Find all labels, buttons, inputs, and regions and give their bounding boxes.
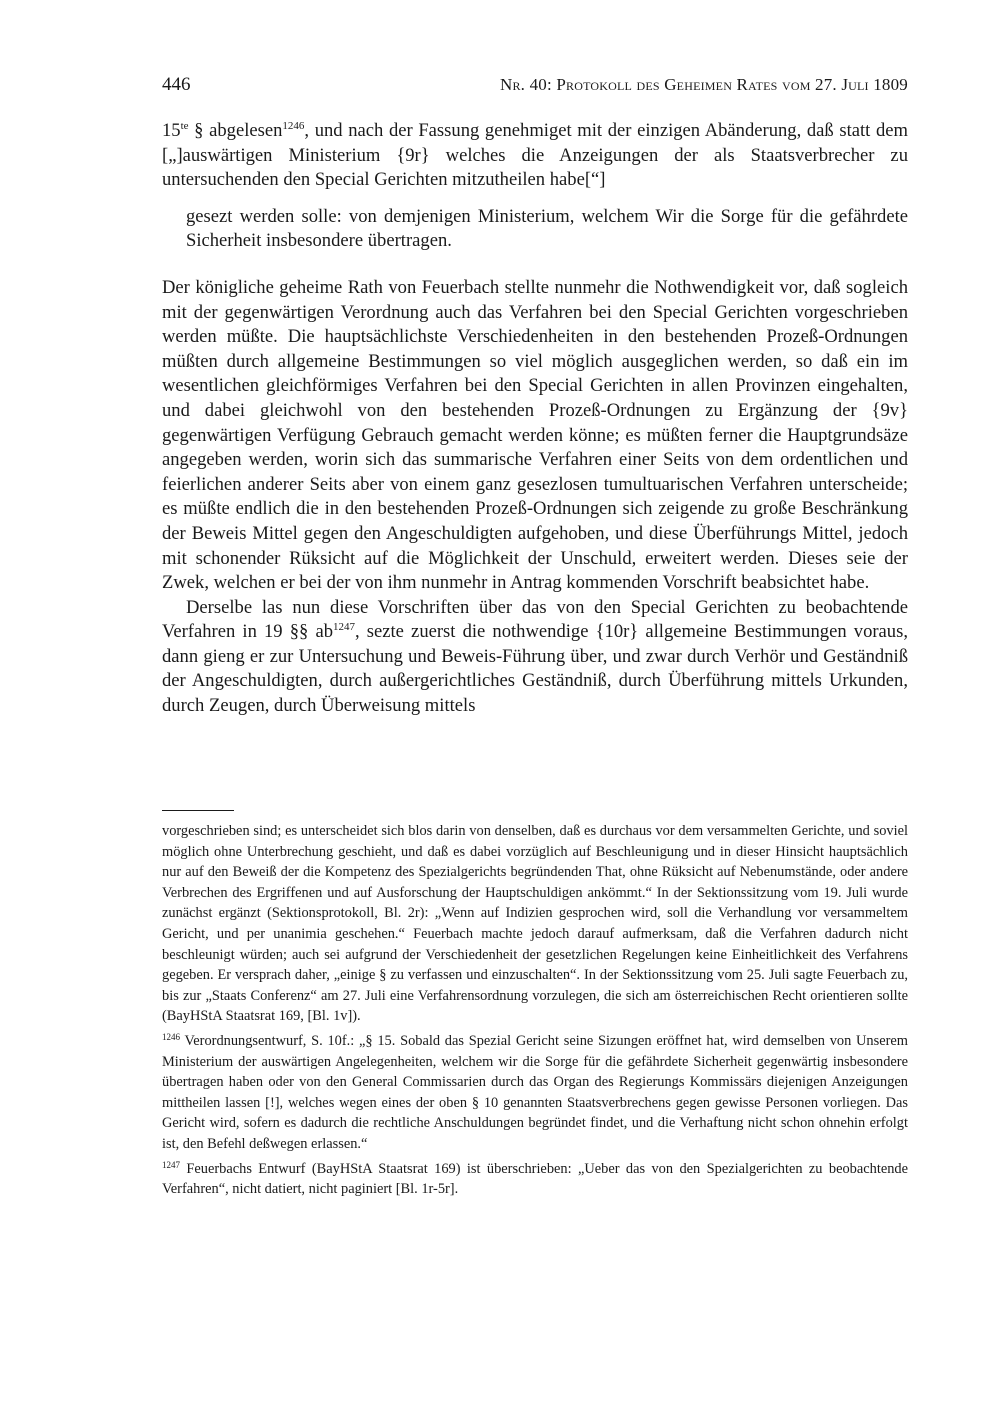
footnotes — [162, 821, 908, 1204]
running-title: Nr. 40: Protokoll des Geheimen Rates vom 27. Juli 1809 — [499, 75, 908, 94]
paragraph-1 — [162, 119, 908, 193]
page-number: 446 — [162, 74, 191, 95]
ordinal-superscript: te — [180, 120, 189, 132]
text-run: § abgelesen — [188, 120, 283, 141]
running-header — [162, 72, 908, 98]
text-run: , sezte zuerst die nothwendige {10r} allgemeine Bestimmungen voraus, dann gieng er zur Untersuchung und Beweis-Führung über, und zwar durch Verhör und Geständniß der Angeschuldigten, durch außergerichtliches Geständniß, durch Überführung mittels Urkunden, durch Zeugen, durch Überweisung mittels — [162, 621, 908, 717]
footnote-ref-1247: 1247 — [333, 621, 355, 634]
footnote-1246 — [162, 1031, 908, 1155]
paragraph-2: Der königliche geheime Rath von Feuerbach stellte nunmehr die Nothwendigkeit vor, daß sogleich mit der gegenwärtigen Verordnung auch das Verfahren bei den Special Gerichten vorgeschrieben werden müßte. Die hauptsächlichste Verschiedenheiten in den bestehenden Prozeß-Ordnungen müßten durch allgemeine Bestimmungen so viel möglich ausgeglichen werden, so daß ein im wesentlichen gleichförmiges Verfahren bei den Special Gerichten in allen Provinzen eingehalten, und dabei gleichwohl von den bestehenden Prozeß-Ordnungen zu Ergänzung der {9v} gegenwärtigen Verfügung Gebrauch gemacht werden könne; es müßten ferner die Hauptgrundsäze angegeben werden, worin sich das summarische Verfahren einer Seits von dem ordentlichen und feierlichen anderer Seits aber von einem ganz gesezlosen tumultuarischen Verfahren unterscheide; es müßte endlich die in den bestehenden Prozeß-Ordnungen sich zeigende zu große Beschränkung der Beweis Mittel gegen den Angeschuldigten aufgehoben, und diese Überführungs Mittel, jedoch mit schonender Rüksicht auf die Möglichkeit der Unschuld, erweitert werden. Dieses seie der Zwek, welchen er bei der von ihm nunmehr in Antrag kommenden Vorschrift beabsichtet habe. — [162, 276, 908, 594]
text-run: Derselbe las nun diese Vorschriften über das von den Special Gerichten zu beobachtende Verfahren in 19 §§ ab — [162, 596, 908, 643]
footnote-number: 1246 — [162, 1031, 180, 1042]
footnote-separator — [162, 810, 234, 811]
footnote-text: Verordnungsentwurf, S. 10f.: „§ 15. Sobald das Spezial Gericht seine Sizungen eröffnet hat, wird demselben von Unserem Ministerium der auswärtigen Angelegenheiten, welchem wir die Sorge für die gefährdete Sicherheit gegenwärtig insbesondere übertragen haben oder von den General Commissarien durch das Organ des Regierungs Kommissärs diejenigen Anzeigungen mittheilen lassen [!], welches wegen eines der oben § 10 genannten Staatsverbrechens gegen gewisse Personen vorliegen. Das Gericht wird, sofern es dadurch die rechtliche Anschuldungen begründet findet, und die Verhaftung nicht schon ohnehin erfolgt ist, den Befehl deßwegen erlassen.“ — [162, 1032, 908, 1152]
main-text — [162, 119, 908, 719]
footnote-continuation: vorgeschrieben sind; es unterscheidet sich blos darin von denselben, daß es durchaus vor dem versammelten Gerichte, und soviel möglich ohne Unterbrechung geschieht, und daß es dabei vorzüglich auf Beschleunigung und in dieser Hinsicht hauptsächlich nur auf den Beweiß der die Kompetenz des Spezialgerichts begründenden That, ohne Rüksicht auf Nebenumstände, oder andere Verbrechen des Ergriffenen und auf Ausforschung der Hauptschuldigen ankömmt.“ In der Sektionssitzung vom 19. Juli wurde zunächst ergänzt (Sektionsprotokoll, Bl. 2r): „Wenn auf Indizien gesprochen wird, soll die Verhandlung vor versammeltem Gericht, und per unanimia geschehen.“ Feuerbach machte jedoch darauf aufmerksam, daß die Verfahren dadurch nicht beschleunigt würden; auch sei aufgrund der Verschiedenheit der gesetzlichen Regelungen keine Einheitlichkeit des Verfahrens gegeben. Er versprach daher, „einige § zu verfassen und einzuschalten“. In der Sektionssitzung vom 25. Juli sagte Feuerbach zu, bis zur „Staats Conferenz“ am 27. Juli eine Verfahrensordnung vorzulegen, die sich am österreichischen Recht orientieren sollte (BayHStA Staatsrat 169, [Bl. 1v]). — [162, 823, 908, 1025]
footnote-1247 — [162, 1159, 908, 1200]
quote-text: gesezt werden solle: von demjenigen Ministerium, welchem Wir die Sorge für die gefährdete Sicherheit insbesondere übertragen. — [186, 205, 908, 252]
text-run: , und nach der Fassung genehmiget mit der einzigen Abänderung, daß statt dem [„]auswärtigen Ministerium {9r} welches die Anzeigungen der als Staatsverbrecher zu untersuchenden den Special Gerichten mitzutheilen habe[“] — [162, 120, 908, 191]
block-quote — [186, 205, 908, 254]
text-run: 15 — [162, 120, 181, 141]
footnote-text: Feuerbachs Entwurf (BayHStA Staatsrat 169) ist überschrieben: „Ueber das von den Spezialgerichten zu beobachtende Verfahren“, nicht datiert, nicht paginiert [Bl. 1r-5r]. — [162, 1160, 908, 1198]
footnote-ref-1246: 1246 — [282, 120, 305, 132]
paragraph-3 — [162, 596, 908, 719]
footnote-number: 1247 — [162, 1159, 180, 1170]
